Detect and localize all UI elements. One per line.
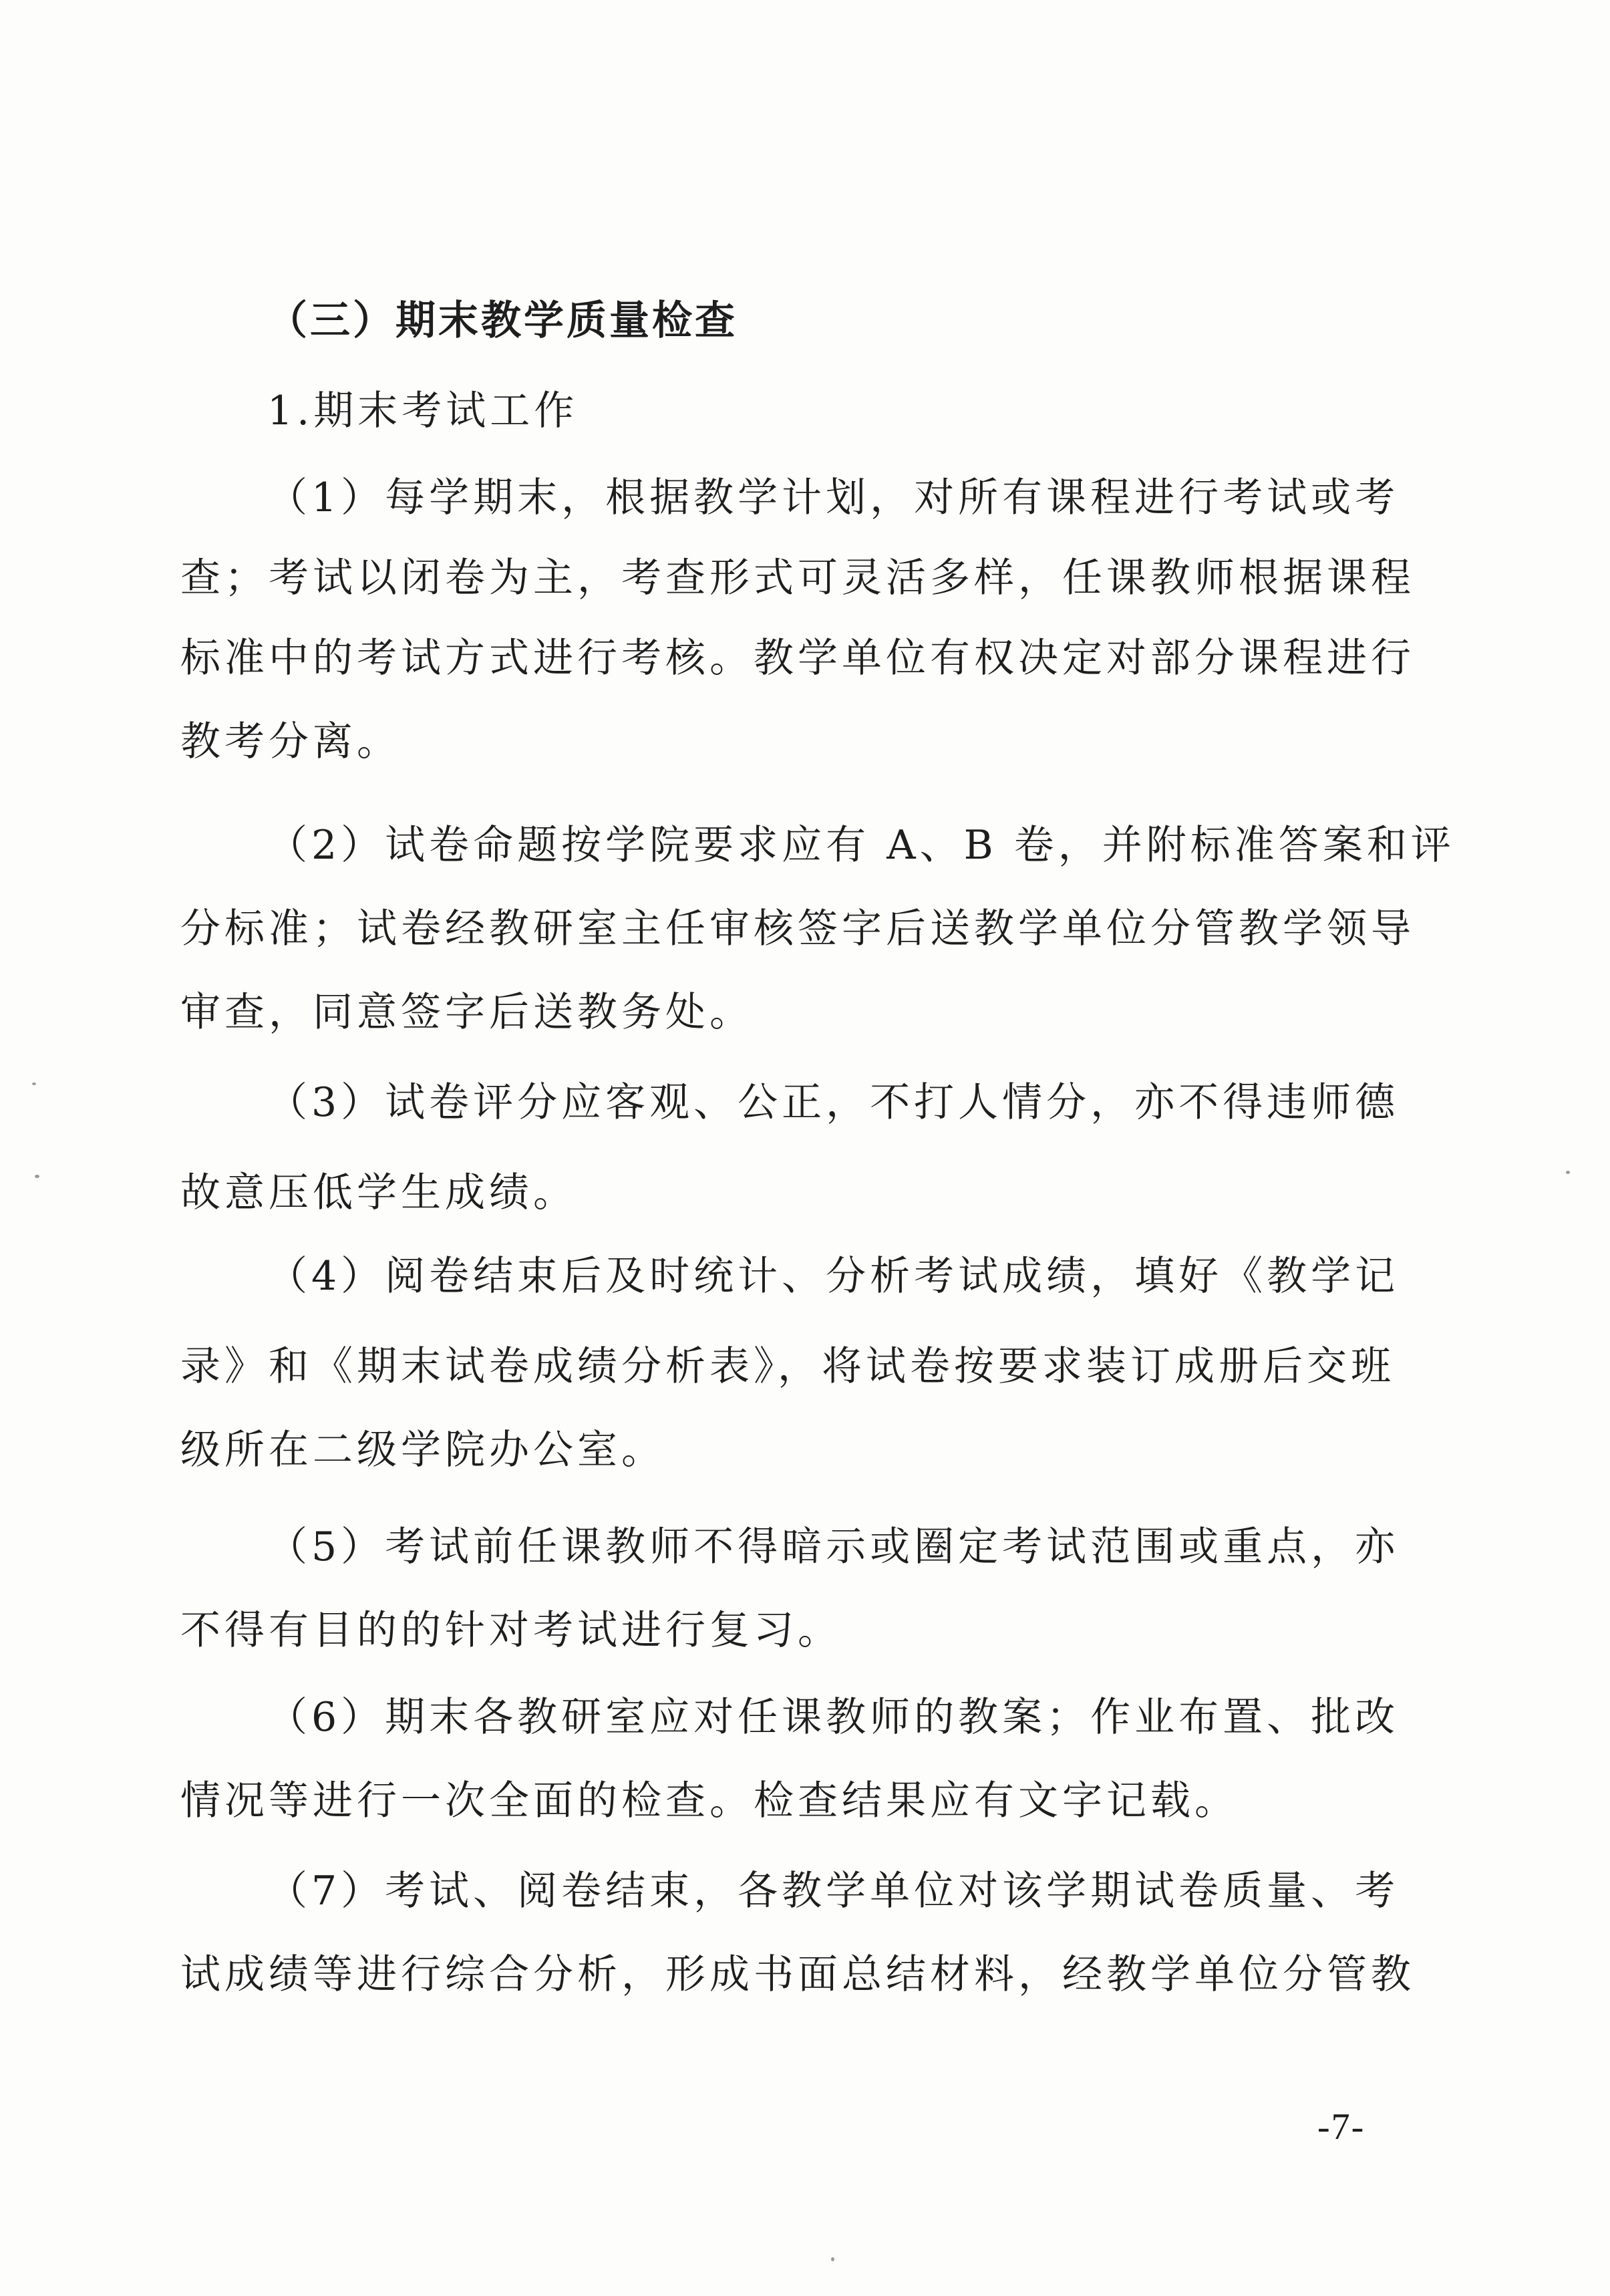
paragraph-line: 情况等进行一次全面的检查。检查结果应有文字记载。 bbox=[180, 1777, 1239, 1824]
paragraph-line: （2）试卷命题按学院要求应有 A、B 卷，并附标准答案和评 bbox=[267, 822, 1455, 869]
paragraph-line: （1）每学期末，根据教学计划，对所有课程进行考试或考 bbox=[267, 474, 1400, 521]
scan-speck bbox=[1566, 1171, 1570, 1174]
scan-speck bbox=[35, 1175, 39, 1178]
paragraph-line: 录》和《期末试卷成绩分析表》，将试卷按要求装订成册后交班 bbox=[180, 1343, 1395, 1390]
scan-speck bbox=[32, 1083, 36, 1085]
page-number: -7- bbox=[1317, 2106, 1365, 2148]
paragraph-line: （7）考试、阅卷结束，各教学单位对该学期试卷质量、考 bbox=[267, 1868, 1400, 1914]
paragraph-line: 试成绩等进行综合分析，形成书面总结材料，经教学单位分管教 bbox=[180, 1951, 1415, 1998]
paragraph-line: 级所在二级学院办公室。 bbox=[180, 1427, 665, 1473]
subsection-heading: 1.期末考试工作 bbox=[267, 388, 579, 434]
paragraph-line: 分标准；试卷经教研室主任审核签字后送教学单位分管教学领导 bbox=[180, 905, 1415, 952]
scan-speck bbox=[831, 2257, 834, 2261]
paragraph-line: 故意压低学生成绩。 bbox=[180, 1169, 577, 1216]
paragraph-line: （4）阅卷结束后及时统计、分析考试成绩，填好《教学记 bbox=[267, 1253, 1400, 1300]
paragraph-line: 审查，同意签字后送教务处。 bbox=[180, 989, 754, 1036]
paragraph-line: 标准中的考试方式进行考核。教学单位有权决定对部分课程进行 bbox=[180, 635, 1415, 682]
paragraph-line: 不得有目的的针对考试进行复习。 bbox=[180, 1607, 842, 1654]
paragraph-line: （5）考试前任课教师不得暗示或圈定考试范围或重点，亦 bbox=[267, 1524, 1400, 1570]
section-heading: （三）期末教学质量检查 bbox=[267, 297, 738, 344]
paragraph-line: （6）期末各教研室应对任课教师的教案；作业布置、批改 bbox=[267, 1694, 1400, 1741]
paragraph-line: 查；考试以闭卷为主，考查形式可灵活多样，任课教师根据课程 bbox=[180, 555, 1415, 601]
paragraph-line: （3）试卷评分应客观、公正，不打人情分，亦不得违师德 bbox=[267, 1079, 1400, 1126]
paragraph-line: 教考分离。 bbox=[180, 718, 401, 765]
